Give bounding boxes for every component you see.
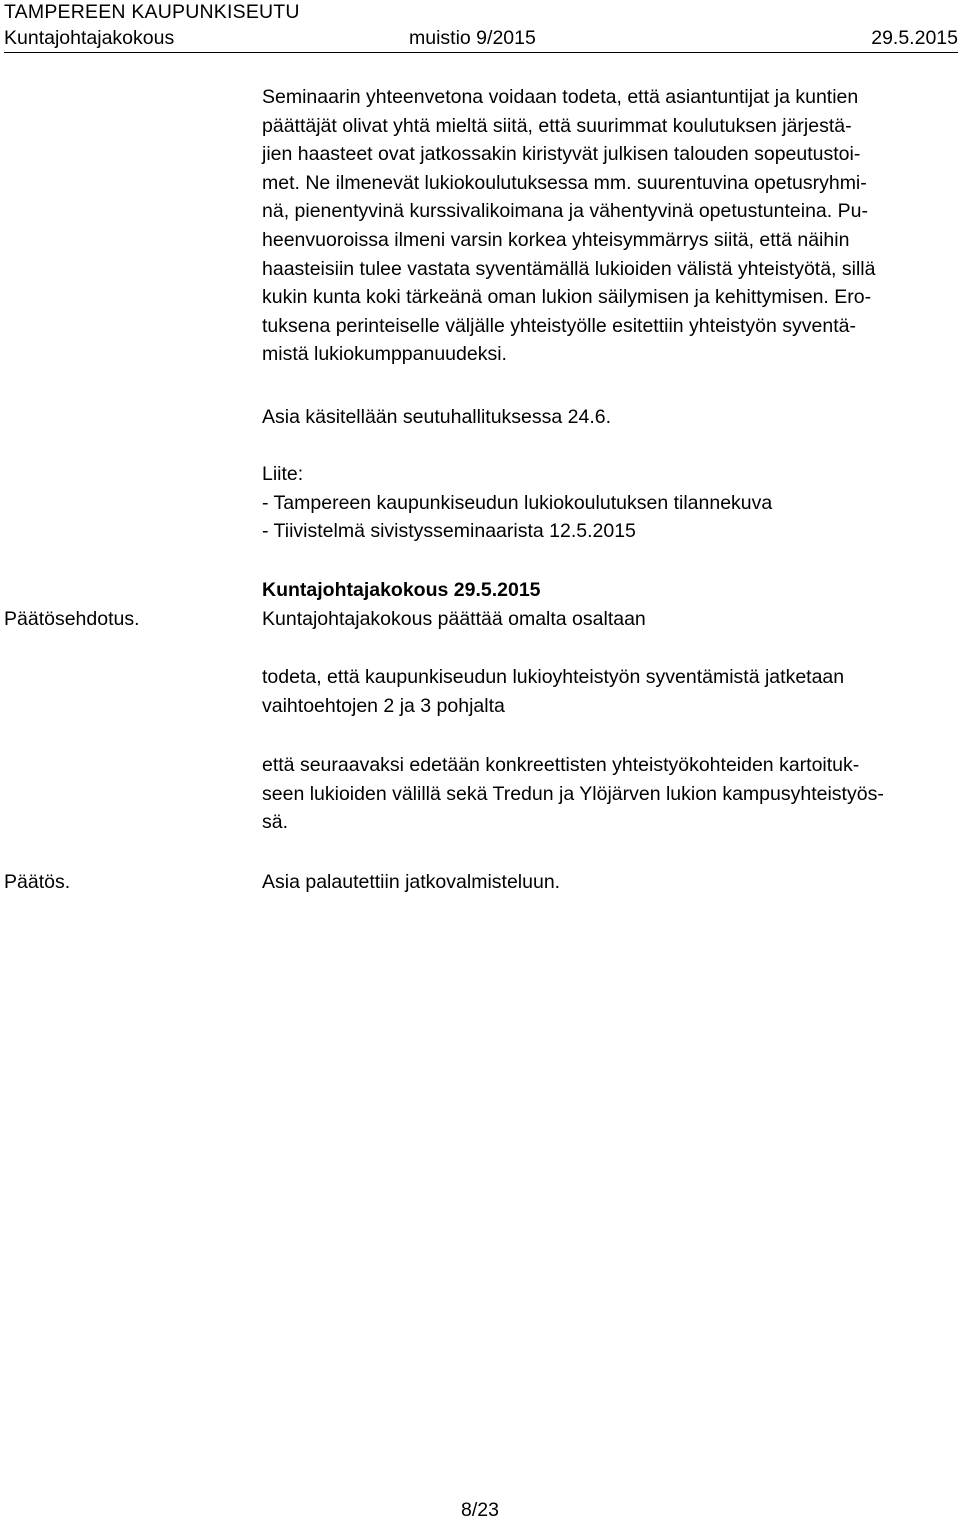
text-line: että seuraavaksi edetään konkreettisten yhteistyökohteiden kartoituk-	[262, 754, 860, 776]
text-line: nä, pienentyvinä kurssivalikoimana ja vähentyvinä opetustunteina. Pu-	[262, 200, 868, 223]
decision-section	[262, 868, 952, 897]
attachments-title: Liite:	[262, 463, 304, 485]
decision-label: Päätös.	[4, 871, 71, 893]
text-line: kukin kunta koki tärkeänä oman lukion säilymisen ja kehittymisen. Ero-	[262, 286, 872, 309]
attachment-item: - Tampereen kaupunkiseudun lukiokoulutuksen tilannekuva	[262, 491, 773, 514]
page-number: 8/23	[461, 1499, 499, 1521]
organization-name: TAMPEREEN KAUPUNKISEUTU	[4, 1, 300, 23]
text-line: jien haasteet ovat jatkossakin kiristyvät julkisen talouden sopeutustoi-	[262, 143, 861, 166]
header-meta-row	[4, 24, 958, 53]
memo-number: muistio 9/2015	[409, 27, 536, 49]
text-line: vaihtoehtojen 2 ja 3 pohjalta	[262, 694, 505, 717]
text-line: heenvuoroissa ilmeni varsin korkea yhteisymmärrys siitä, että näihin	[262, 228, 850, 251]
text-line: sä.	[262, 811, 289, 834]
attachment-item: - Tiivistelmä sivistysseminaarista 12.5.2015	[262, 520, 636, 543]
handling-note-text: Asia käsitellään seutuhallituksessa 24.6.	[262, 406, 612, 428]
proposal-heading: Kuntajohtajakokous 29.5.2015	[262, 579, 541, 601]
proposal-label: Päätösehdotus.	[4, 608, 140, 630]
proposal-intro: Kuntajohtajakokous päättää omalta osaltaan	[262, 607, 646, 630]
text-line: Seminaarin yhteenvetona voidaan todeta, että asiantuntijat ja kuntien	[262, 86, 859, 108]
text-line: tuksena perinteiselle väljälle yhteistyölle esitettiin yhteistyön syventä-	[262, 314, 856, 337]
proposal-section	[262, 576, 952, 633]
page-header	[4, 0, 958, 53]
proposal-item-2	[262, 751, 952, 837]
summary-paragraph	[262, 83, 952, 369]
text-line: mistä lukiokumppanuudeksi.	[262, 343, 507, 366]
text-line: todeta, että kaupunkiseudun lukioyhteistyön syventämistä jatketaan	[262, 666, 845, 688]
text-line: päättäjät olivat yhtä mieltä siitä, että suurimmat koulutuksen järjestä-	[262, 114, 852, 137]
text-line: seen lukioiden välillä sekä Tredun ja Ylöjärven lukion kampusyhteistyös-	[262, 782, 884, 805]
meeting-name: Kuntajohtajakokous	[4, 27, 175, 49]
handling-note	[262, 403, 952, 432]
text-line: met. Ne ilmenevät lukiokoulutuksessa mm. suurentuvina opetusryhmi-	[262, 171, 867, 194]
attachments-section	[262, 460, 952, 546]
text-line: haasteisiin tulee vastata syventämällä lukioiden välistä yhteistyötä, sillä	[262, 257, 876, 280]
decision-text: Asia palautettiin jatkovalmisteluun.	[262, 871, 561, 893]
header-date: 29.5.2015	[871, 27, 958, 49]
proposal-item-1	[262, 663, 952, 720]
